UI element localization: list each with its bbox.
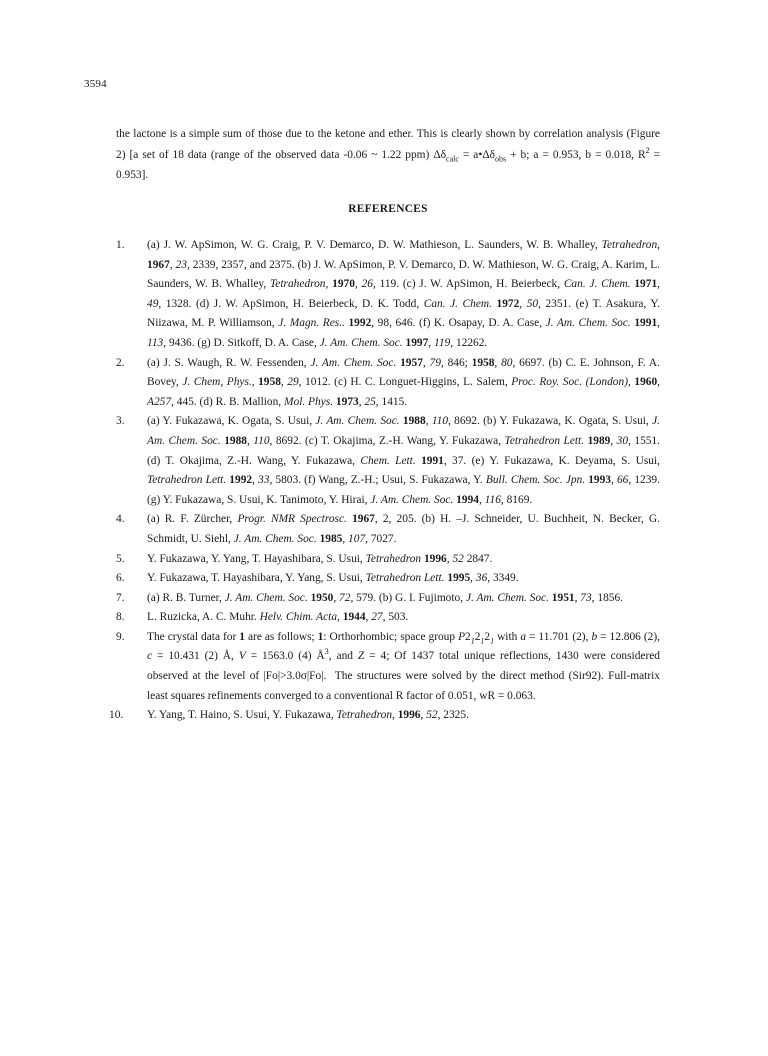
- reference-text: Y. Fukazawa, T. Hayashibara, Y. Yang, S. Usui, Tetrahedron Lett. 1995, 36, 3349.: [147, 572, 519, 585]
- reference-text: (a) R. B. Turner, J. Am. Chem. Soc. 1950, 72, 579. (b) G. I. Fujimoto, J. Am. Chem. Soc. 1951, 73, 1856.: [147, 591, 623, 604]
- reference-item: [116, 569, 660, 589]
- reference-item: [116, 589, 660, 609]
- reference-number: 7.: [116, 591, 125, 604]
- reference-item: [116, 412, 660, 510]
- reference-number: 5.: [116, 552, 125, 565]
- reference-text: L. Ruzicka, A. C. Muhr. Helv. Chim. Acta, 1944, 27, 503.: [147, 611, 409, 624]
- reference-item: [116, 608, 660, 628]
- reference-item: [116, 510, 660, 549]
- reference-number: 6.: [116, 572, 125, 585]
- reference-item: [109, 706, 660, 726]
- reference-number: 2.: [116, 356, 125, 369]
- reference-text: The crystal data for 1 are as follows; 1: Orthorhombic; space group $P2_12_12_1$ with a = 11.701 (2), b = 12.806 (2), c = 10.431 (2) Å, V = 1563.0 (4) $Å^3$, and Z = 4; Of 1437 total unique reflections, 1430 were considered observed at the level of |Fo|>3.0σ|Fo|. The structures were solved by the direct method (Sir92). Full-matrix least squares refinements converged to a conventional R factor of 0.051, wR = 0.063.: [147, 630, 661, 702]
- references-list: [109, 236, 661, 726]
- reference-number: 10.: [109, 709, 124, 722]
- references-heading: REFERENCES: [348, 203, 428, 215]
- reference-number: 3.: [116, 415, 125, 428]
- reference-number: 4.: [116, 513, 125, 526]
- page-number: 3594: [84, 78, 107, 90]
- reference-number: 9.: [116, 630, 125, 643]
- reference-text: (a) J. W. ApSimon, W. G. Craig, P. V. Demarco, D. W. Mathieson, L. Saunders, W. B. Whalley, Tetrahedron, 1967, 23, 2339, 2357, and 2375. (b) J. W. ApSimon, P. V. Demarco, D. W. Mathieson, W. G. Craig, A. Karim, L. Saunders, W. B. Whalley, Tetrahedron, 1970, 26, 119. (c) J. W. ApSimon, H. Beierbeck, Can. J. Chem. 1971, 49, 1328. (d) J. W. ApSimon, H. Beierbeck, D. K. Todd, Can. J. Chem. 1972, 50, 2351. (e) T. Asakura, Y. Niizawa, M. P. Williamson, J. Magn. Res.. 1992, 98, 646. (f) K. Osapay, D. A. Case, J. Am. Chem. Soc. 1991, 113, 9436. (g) D. Sitkoff, D. A. Case, J. Am. Chem. Soc. 1997, 119, 12262.: [147, 239, 661, 349]
- reference-item: [116, 628, 660, 706]
- reference-item: [116, 236, 660, 354]
- reference-text: (a) R. F. Zürcher, Progr. NMR Spectrosc. 1967, 2, 205. (b) H. –J. Schneider, U. Buchheit, N. Becker, G. Schmidt, U. Siehl, J. Am. Chem. Soc. 1985, 107, 7027.: [147, 513, 661, 545]
- reference-text: Y. Yang, T. Haino, S. Usui, Y. Fukazawa, Tetrahedron, 1996, 52, 2325.: [147, 709, 469, 722]
- intro-paragraph: the lactone is a simple sum of those due to the ketone and ether. This is clearly shown by correlation analysis (Figure 2) [a set of 18 data (range of the observed data -0.06 ~ 1.22 ppm) $\Delta\delta_{calc}$ = $a•\Delta\delta_{obs} + b$; a = 0.953, b = 0.018, $R^2 = 0.953$].: [116, 128, 661, 182]
- reference-item: [116, 550, 660, 570]
- reference-item: [116, 354, 660, 413]
- reference-text: (a) J. S. Waugh, R. W. Fessenden, J. Am. Chem. Soc. 1957, 79, 846; 1958, 80, 6697. (b) C. E. Johnson, F. A. Bovey, J. Chem, Phys., 1958, 29, 1012. (c) H. C. Longuet-Higgins, L. Salem, Proc. Roy. Soc. (London), 1960, A257, 445. (d) R. B. Mallion, Mol. Phys. 1973, 25, 1415.: [147, 356, 661, 408]
- reference-text: (a) Y. Fukazawa, K. Ogata, S. Usui, J. Am. Chem. Soc. 1988, 110, 8692. (b) Y. Fukazawa, K. Ogata, S. Usui, J. Am. Chem. Soc. 1988, 110, 8692. (c) T. Okajima, Z.-H. Wang, Y. Fukazawa, Tetrahedron Lett. 1989, 30, 1551. (d) T. Okajima, Z.-H. Wang, Y. Fukazawa, Chem. Lett. 1991, 37. (e) Y. Fukazawa, K. Deyama, S. Usui, Tetrahedron Lett. 1992, 33, 5803. (f) Wang, Z.-H.; Usui, S. Fukazawa, Y. Bull. Chem. Soc. Jpn. 1993, 66, 1239. (g) Y. Fukazawa, S. Usui, K. Tanimoto, Y. Hirai, J. Am. Chem. Soc. 1994, 116, 8169.: [147, 415, 661, 506]
- reference-number: 1.: [116, 239, 125, 251]
- reference-number: 8.: [116, 611, 125, 624]
- reference-text: Y. Fukazawa, Y. Yang, T. Hayashibara, S. Usui, Tetrahedron 1996, 52 2847.: [147, 552, 493, 565]
